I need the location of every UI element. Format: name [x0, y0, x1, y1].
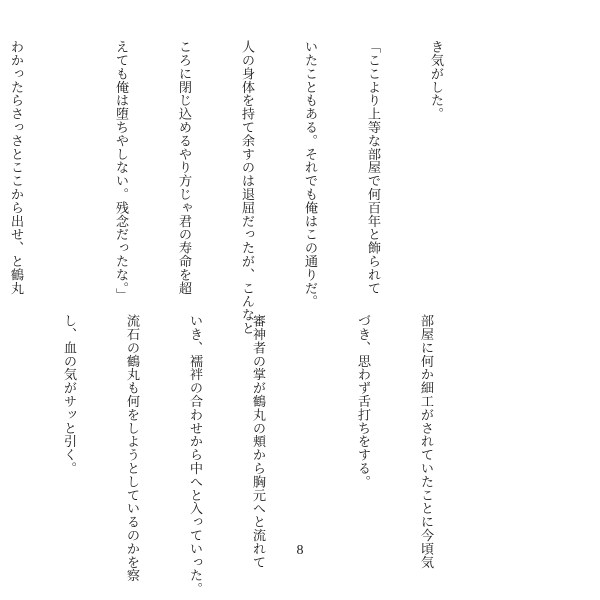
- page-number: 8: [296, 543, 304, 558]
- text-column: し、血の気がサッと引く。: [61, 314, 76, 475]
- bottom-text-block: [0, 314, 478, 596]
- text-column: いたこともある。それでも俺はこの通りだ。: [302, 40, 317, 308]
- text-column: いき、襦袢の合わせから中へと入っていった。: [187, 314, 202, 596]
- text-column: 「ここより上等な部屋で何百年と飾られて: [365, 40, 380, 295]
- text-column: 流石の鶴丸も何をしようとしているのかを察: [124, 314, 139, 582]
- text-column: わかったらさっさとここから出せ、と鶴丸: [8, 40, 23, 295]
- text-column: 部屋に何か細工がされていたことに今頃気: [418, 314, 433, 569]
- text-column: ころに閉じ込めるやり方じゃ君の寿命を超: [176, 40, 191, 295]
- text-column: えても俺は堕ちやしない。残念だったな。」: [113, 40, 128, 302]
- text-column: き気がした。: [428, 40, 443, 121]
- text-column: 審神者の掌が鶴丸の頬から胸元へと流れて: [250, 314, 265, 569]
- text-column: 人の身体を持て余すのは退屈だったが、こんなと: [239, 40, 254, 335]
- text-column: づき、思わず舌打ちをする。: [355, 314, 370, 489]
- top-text-block: [0, 40, 488, 335]
